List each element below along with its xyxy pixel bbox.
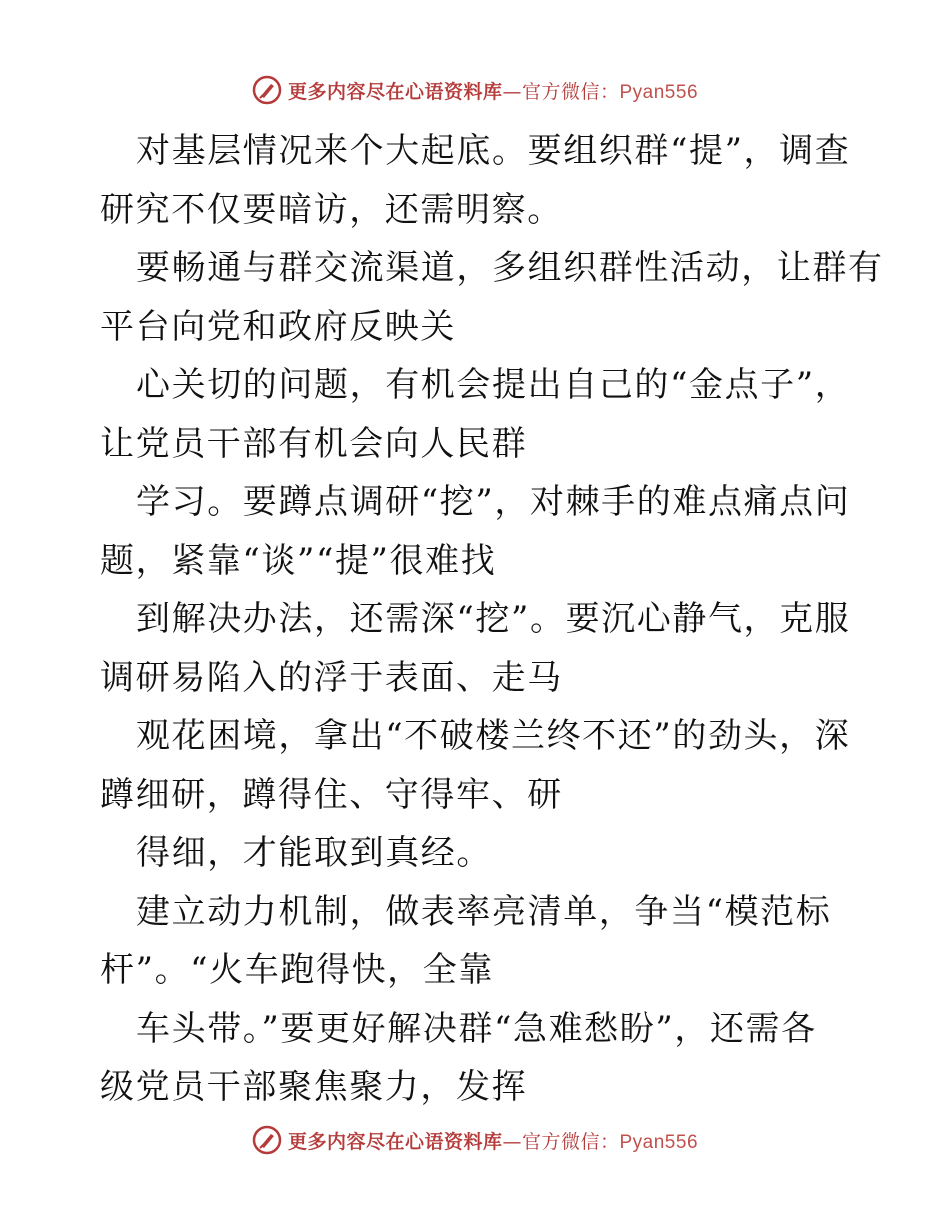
watermark-wechat-label: 官方微信：	[521, 80, 620, 103]
text-line: 蹲细研，蹲得住、守得牢、研	[100, 774, 563, 815]
text-line: 要畅通与群交流渠道，多组织群性活动，让群有	[136, 248, 884, 288]
header-watermark	[0, 70, 950, 110]
text-line: 得细，才能取到真经。	[136, 833, 492, 873]
document-body	[100, 122, 884, 1117]
text-line: 研究不仅要暗访，还需明察。	[100, 189, 563, 230]
quill-pen-logo-icon	[252, 1125, 282, 1155]
text-line: 车头带。”要更好解决群“急难愁盼”，还需各	[136, 1008, 817, 1049]
text-line: 建立动力机制，做表率亮清单，争当“模范标	[136, 891, 832, 932]
watermark-site-text: 更多内容尽在心语资料库	[287, 80, 503, 103]
text-line: 题，紧靠“谈”“提”很难找	[100, 540, 497, 581]
watermark-site-text: 更多内容尽在心语资料库	[287, 1130, 503, 1153]
watermark-separator: —	[502, 1130, 522, 1153]
watermark-wechat-label: 官方微信：	[521, 1130, 620, 1153]
text-line: 级党员干部聚焦聚力，发挥	[100, 1067, 528, 1107]
footer-watermark	[0, 1120, 950, 1160]
text-line: 让党员干部有机会向人民群	[100, 423, 528, 464]
text-line: 对基层情况来个大起底。要组织群“提”，调查	[136, 131, 851, 171]
quill-pen-logo-icon	[252, 75, 282, 105]
text-line: 杆”。“火车跑得快，全靠	[100, 950, 494, 990]
watermark-wechat-id: Pyan556	[619, 81, 699, 103]
text-line: 平台向党和政府反映关	[100, 306, 456, 347]
watermark-wechat-id: Pyan556	[619, 1131, 699, 1153]
text-line: 到解决办法，还需深“挖”。要沉心静气，克服	[136, 599, 851, 639]
text-line: 观花困境，拿出“不破楼兰终不还”的劲头，深	[136, 716, 851, 756]
text-line: 学习。要蹲点调研“挖”，对棘手的难点痛点问	[136, 482, 851, 522]
text-line: 调研易陷入的浮于表面、走马	[100, 657, 563, 698]
watermark-separator: —	[502, 80, 522, 103]
text-line: 心关切的问题，有机会提出自己的“金点子”，	[136, 365, 851, 405]
